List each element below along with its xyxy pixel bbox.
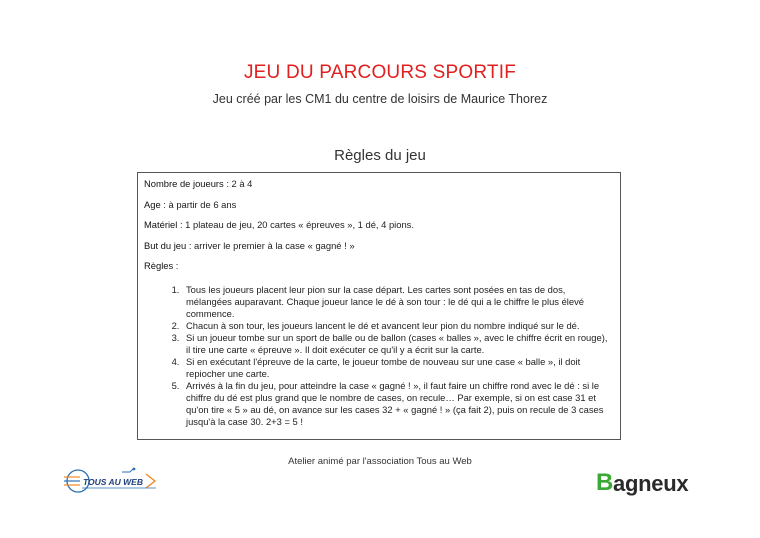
workshop-credit: Atelier animé par l'association Tous au Web [288,456,472,467]
tous-au-web-logo-text: TOUS AU WEB [83,477,143,487]
rules-heading: Règles du jeu [334,147,426,164]
goal-label: But du jeu [144,239,187,251]
tous-au-web-logo [60,466,172,498]
rules-step: 1. Tous les joueurs placent leur pion sur la case départ. Les cartes sont posées en tas de dos, mélangées auparavant. Chaque joueur lance le dé à son tour : le dé qui a le chiffre le plus élevé commence. [182,284,612,320]
rules-step: 3. Si un joueur tombe sur un sport de balle ou de ballon (cases « balles », avec le chiffre écrit en rouge), il tire une carte « épreuve ». Il doit exécuter ce qu'il y a écrit sur la carte. [182,332,612,356]
players-line [144,178,612,190]
document-subtitle: Jeu créé par les CM1 du centre de loisirs de Maurice Thorez [212,92,548,106]
rules-label: Règles [144,260,174,271]
goal-line [144,240,612,252]
rules-line [144,260,612,272]
age-label: Age [144,198,161,210]
bagneux-logo-text: agneux [613,471,689,496]
document-title: JEU DU PARCOURS SPORTIF [243,62,517,83]
rules-step: 2. Chacun à son tour, les joueurs lancent le dé et avancent leur pion du nombre indiqué sur le dé. [182,320,612,332]
rules-steps-list [144,284,612,428]
rules-colon: : [173,260,179,271]
material-line [144,219,612,231]
age-value: : à partir de 6 ans [160,198,237,210]
material-value: : 1 plateau de jeu, 20 cartes « épreuves », 1 dé, 4 pions. [177,219,414,230]
material-label: Matériel [144,219,178,230]
goal-value: : arriver le premier à la case « gagné ! » [186,239,355,251]
players-label: Nombre de joueurs [144,178,224,189]
bagneux-logo [596,469,688,497]
rules-step: 4. Si en exécutant l'épreuve de la carte, le joueur tombe de nouveau sur une case « balle », il doit repiocher une carte. [182,356,612,380]
rules-step: 5. Arrivés à la fin du jeu, pour atteindre la case « gagné ! », il faut faire un chiffre rond avec le dé : si le chiffre du dé est plus grand que le nombre de cases, on recule… Par exemple, si on est case 31 et qu'on tire « 5 » au dé, on avance sur les cases 32 + « gagné ! » (ça fait 2), puis on recule de 3 cases jusqu'à la case 30. 2+3 = 5 ! [182,380,612,428]
rules-box [137,172,621,440]
players-value: : 2 à 4 [223,178,253,189]
age-line [144,199,612,211]
bagneux-logo-initial: B [596,469,614,496]
